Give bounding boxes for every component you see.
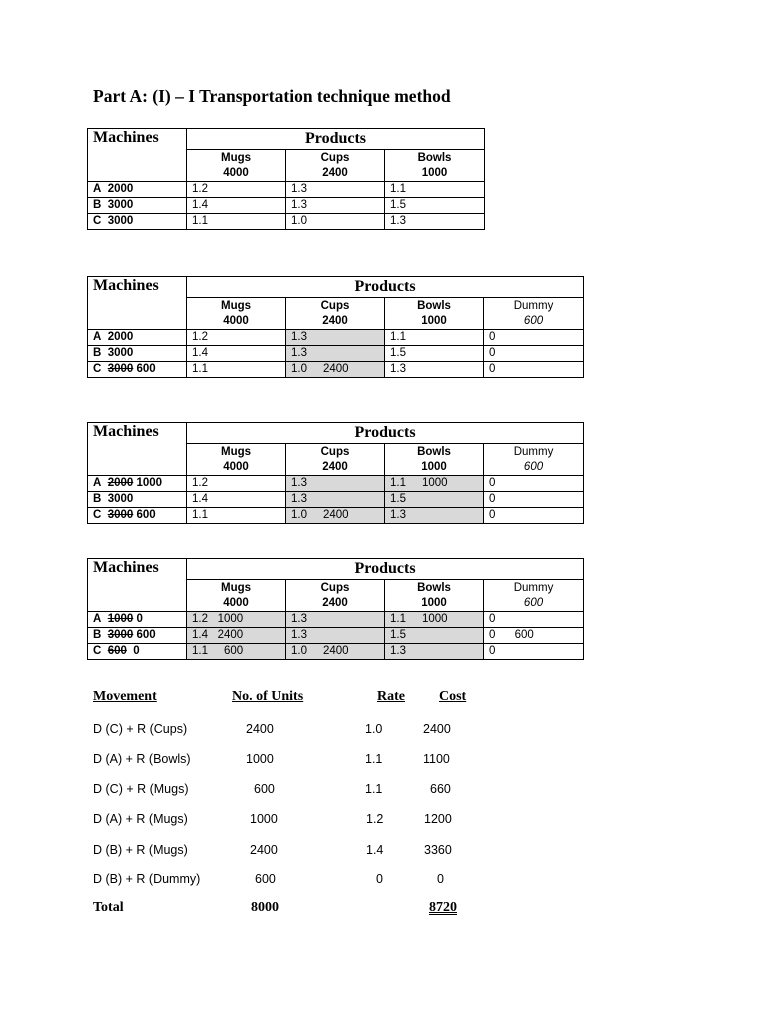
cell-mugs: 1.4 bbox=[187, 492, 286, 508]
row-header: C 3000 600 bbox=[88, 508, 187, 524]
cell-bowls: 1.5 bbox=[385, 628, 484, 644]
cell-mugs: 1.1 bbox=[187, 362, 286, 378]
movement-rate: 1.0 bbox=[365, 722, 383, 736]
table-row bbox=[88, 362, 584, 378]
row-header: B 3000 600 bbox=[88, 628, 187, 644]
col-header-cups: Cups 2400 bbox=[286, 150, 385, 182]
row-header: B 3000 bbox=[88, 198, 187, 214]
col-header-dummy: Dummy 600 bbox=[484, 444, 584, 476]
row-header: A 1000 0 bbox=[88, 612, 187, 628]
movement-cost: 0 bbox=[437, 872, 444, 886]
products-header: Products bbox=[187, 423, 584, 444]
cell-cups: 1.3 bbox=[286, 330, 385, 346]
row-header: C 3000 bbox=[88, 214, 187, 230]
table-row bbox=[88, 198, 485, 214]
movement-label: D (C) + R (Mugs) bbox=[93, 782, 189, 796]
cost-table-initial bbox=[87, 128, 485, 230]
col-header-mugs: Mugs 4000 bbox=[187, 150, 286, 182]
total-cost: 8720 bbox=[429, 900, 457, 915]
total-label: Total bbox=[93, 900, 124, 915]
cell-dummy: 0 bbox=[484, 612, 584, 628]
total-units: 8000 bbox=[251, 900, 279, 915]
col-header-mugs: Mugs 4000 bbox=[187, 580, 286, 612]
movement-label: D (A) + R (Bowls) bbox=[93, 752, 191, 766]
cell-bowls: 1.1 bbox=[385, 330, 484, 346]
cell-mugs: 1.2 bbox=[187, 182, 286, 198]
movement-cost: 1100 bbox=[423, 752, 450, 766]
col-header-bowls: Bowls 1000 bbox=[385, 150, 485, 182]
cell-cups: 1.0 2400 bbox=[286, 362, 385, 378]
cell-bowls: 1.1 1000 bbox=[385, 612, 484, 628]
cell-cups: 1.3 bbox=[286, 492, 385, 508]
cost-header: Cost bbox=[439, 689, 467, 704]
struck-capacity: 1000 bbox=[107, 613, 134, 625]
cell-mugs: 1.1 600 bbox=[187, 644, 286, 660]
movement-cost: 1200 bbox=[424, 812, 452, 826]
cell-cups: 1.3 bbox=[286, 346, 385, 362]
cost-table-step-1 bbox=[87, 276, 584, 378]
row-header: A 2000 bbox=[88, 182, 187, 198]
table-row bbox=[88, 644, 584, 660]
cell-bowls: 1.1 1000 bbox=[385, 476, 484, 492]
table-row bbox=[88, 508, 584, 524]
products-header: Products bbox=[187, 129, 485, 150]
cell-dummy: 0 bbox=[484, 362, 584, 378]
cell-dummy: 0 600 bbox=[484, 628, 584, 644]
row-header: C 600 0 bbox=[88, 644, 187, 660]
allocation: 1000 bbox=[421, 477, 448, 489]
movement-header: Movement bbox=[93, 689, 157, 704]
machines-header: Machines bbox=[88, 559, 187, 612]
movement-label: D (B) + R (Dummy) bbox=[93, 872, 201, 886]
cell-dummy: 0 bbox=[484, 492, 584, 508]
col-header-mugs: Mugs 4000 bbox=[187, 298, 286, 330]
cell-dummy: 0 bbox=[484, 346, 584, 362]
machines-header: Machines bbox=[88, 277, 187, 330]
allocation: 600 bbox=[514, 629, 534, 641]
movement-cost: 3360 bbox=[424, 843, 452, 857]
movement-rate: 1.2 bbox=[366, 812, 384, 826]
cell-bowls: 1.3 bbox=[385, 362, 484, 378]
cell-cups: 1.0 bbox=[286, 214, 385, 230]
cell-mugs: 1.4 bbox=[187, 346, 286, 362]
row-header: B 3000 bbox=[88, 492, 187, 508]
cell-mugs: 1.4 2400 bbox=[187, 628, 286, 644]
cell-mugs: 1.4 bbox=[187, 198, 286, 214]
movement-units: 600 bbox=[255, 872, 276, 886]
allocation: 2400 bbox=[322, 509, 349, 521]
machines-header: Machines bbox=[88, 423, 187, 476]
table-row bbox=[88, 182, 485, 198]
rate-header: Rate bbox=[377, 689, 405, 704]
machines-header: Machines bbox=[88, 129, 187, 182]
movement-units: 1000 bbox=[250, 812, 278, 826]
movement-units: 2400 bbox=[246, 722, 274, 736]
struck-capacity: 600 bbox=[107, 645, 127, 657]
struck-capacity: 3000 bbox=[107, 629, 134, 641]
cell-mugs: 1.1 bbox=[187, 508, 286, 524]
cell-cups: 1.3 bbox=[286, 182, 385, 198]
cell-bowls: 1.5 bbox=[385, 198, 485, 214]
cell-dummy: 0 bbox=[484, 508, 584, 524]
cell-mugs: 1.2 bbox=[187, 476, 286, 492]
movement-rate: 1.1 bbox=[365, 782, 383, 796]
cell-bowls: 1.3 bbox=[385, 508, 484, 524]
units-header: No. of Units bbox=[232, 689, 304, 704]
cell-cups: 1.0 2400 bbox=[286, 508, 385, 524]
cell-dummy: 0 bbox=[484, 644, 584, 660]
cell-bowls: 1.5 bbox=[385, 346, 484, 362]
table-row bbox=[88, 492, 584, 508]
col-header-bowls: Bowls 1000 bbox=[385, 444, 484, 476]
movement-rate: 1.1 bbox=[365, 752, 383, 766]
cost-table-step-2 bbox=[87, 422, 584, 524]
cell-cups: 1.3 bbox=[286, 628, 385, 644]
movement-label: D (B) + R (Mugs) bbox=[93, 843, 188, 857]
table-row bbox=[88, 628, 584, 644]
table-row bbox=[88, 214, 485, 230]
cell-mugs: 1.2 1000 bbox=[187, 612, 286, 628]
col-header-bowls: Bowls 1000 bbox=[385, 580, 484, 612]
movement-label: D (A) + R (Mugs) bbox=[93, 812, 188, 826]
table-row bbox=[88, 612, 584, 628]
cell-dummy: 0 bbox=[484, 330, 584, 346]
col-header-cups: Cups 2400 bbox=[286, 580, 385, 612]
allocation: 2400 bbox=[322, 645, 349, 657]
allocation: 1000 bbox=[421, 613, 448, 625]
col-header-cups: Cups 2400 bbox=[286, 444, 385, 476]
struck-capacity: 3000 bbox=[107, 509, 134, 521]
table-row bbox=[88, 346, 584, 362]
col-header-bowls: Bowls 1000 bbox=[385, 298, 484, 330]
cell-bowls: 1.1 bbox=[385, 182, 485, 198]
col-header-dummy: Dummy 600 bbox=[484, 580, 584, 612]
cell-cups: 1.3 bbox=[286, 198, 385, 214]
allocation: 2400 bbox=[217, 629, 244, 641]
col-header-mugs: Mugs 4000 bbox=[187, 444, 286, 476]
row-header: A 2000 1000 bbox=[88, 476, 187, 492]
row-header: C 3000 600 bbox=[88, 362, 187, 378]
page-title: Part A: (I) – I Transportation technique method bbox=[93, 86, 451, 106]
struck-capacity: 2000 bbox=[107, 477, 134, 489]
row-header: A 2000 bbox=[88, 330, 187, 346]
allocation: 600 bbox=[223, 645, 244, 657]
cell-mugs: 1.1 bbox=[187, 214, 286, 230]
allocation: 1000 bbox=[217, 613, 244, 625]
cost-table-final bbox=[87, 558, 584, 660]
cell-cups: 1.3 bbox=[286, 612, 385, 628]
movement-units: 600 bbox=[254, 782, 275, 796]
cell-bowls: 1.3 bbox=[385, 214, 485, 230]
col-header-cups: Cups 2400 bbox=[286, 298, 385, 330]
products-header: Products bbox=[187, 559, 584, 580]
table-row bbox=[88, 476, 584, 492]
row-header: B 3000 bbox=[88, 346, 187, 362]
cell-bowls: 1.3 bbox=[385, 644, 484, 660]
movement-label: D (C) + R (Cups) bbox=[93, 722, 188, 736]
movement-cost: 660 bbox=[430, 782, 451, 796]
cell-cups: 1.3 bbox=[286, 476, 385, 492]
movement-rate: 0 bbox=[376, 872, 383, 886]
cell-cups: 1.0 2400 bbox=[286, 644, 385, 660]
allocation: 2400 bbox=[322, 363, 349, 375]
col-header-dummy: Dummy 600 bbox=[484, 298, 584, 330]
movement-units: 1000 bbox=[246, 752, 274, 766]
cell-dummy: 0 bbox=[484, 476, 584, 492]
movement-units: 2400 bbox=[250, 843, 278, 857]
struck-capacity: 3000 bbox=[107, 363, 134, 375]
cell-mugs: 1.2 bbox=[187, 330, 286, 346]
products-header: Products bbox=[187, 277, 584, 298]
table-row bbox=[88, 330, 584, 346]
cell-bowls: 1.5 bbox=[385, 492, 484, 508]
movement-rate: 1.4 bbox=[366, 843, 384, 857]
movement-cost: 2400 bbox=[423, 722, 451, 736]
